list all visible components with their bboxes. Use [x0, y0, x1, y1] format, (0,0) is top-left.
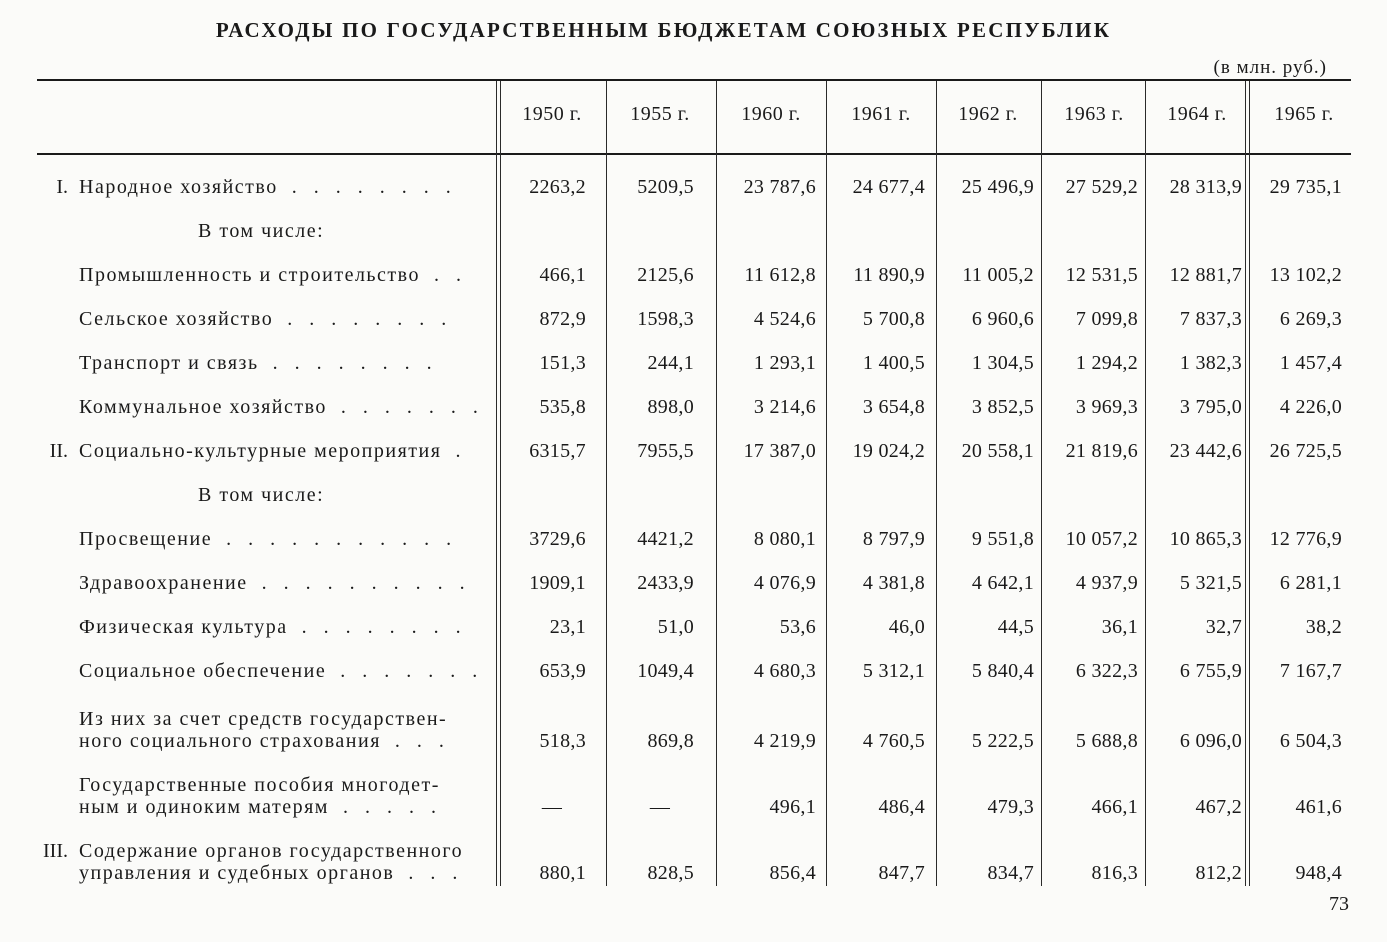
table-cell: 5 840,4 — [971, 660, 1034, 682]
leader-dots: . . . . . . . — [340, 396, 484, 418]
row-section-number: I. — [56, 176, 68, 198]
table-cell: 479,3 — [987, 796, 1034, 818]
table-cell: 12 531,5 — [1065, 264, 1138, 286]
table-cell: 11 005,2 — [962, 264, 1034, 286]
table-cell: 1598,3 — [637, 308, 694, 330]
column-rule — [1245, 81, 1246, 886]
table-cell: 828,5 — [647, 862, 694, 884]
table-cell: 1909,1 — [529, 572, 586, 594]
year-header: 1963 г. — [1064, 103, 1124, 125]
table-cell: 6 281,1 — [1279, 572, 1342, 594]
table-cell: 4 524,6 — [753, 308, 816, 330]
table-cell: 4 076,9 — [753, 572, 816, 594]
table-cell: 466,1 — [1091, 796, 1138, 818]
table-cell: 834,7 — [987, 862, 1034, 884]
table-cell: 880,1 — [539, 862, 586, 884]
table-cell: 51,0 — [657, 616, 694, 638]
table-cell: 4 642,1 — [971, 572, 1034, 594]
table-cell: 27 529,2 — [1065, 176, 1138, 198]
table-cell: 6 269,3 — [1279, 308, 1342, 330]
table-cell: 3 795,0 — [1179, 396, 1242, 418]
subheading — [198, 220, 324, 243]
leader-dots: . . . . . . . . — [291, 176, 457, 198]
table-cell: 5 222,5 — [971, 730, 1034, 752]
table-cell: 486,4 — [878, 796, 925, 818]
row-label-text: Народное хозяйство — [79, 176, 278, 198]
leader-dots: . . . . . . . . . . . — [226, 528, 458, 550]
table-cell: 1 400,5 — [862, 352, 925, 374]
table-cell: 4 760,5 — [862, 730, 925, 752]
table-cell: 2263,2 — [529, 176, 586, 198]
table-cell: 24 677,4 — [852, 176, 925, 198]
table-cell: 948,4 — [1295, 862, 1342, 884]
table-cell: 7 167,7 — [1279, 660, 1342, 682]
row-label-text: Промышленность и строительство — [79, 264, 420, 286]
table-cell: 32,7 — [1205, 616, 1242, 638]
row-label — [79, 264, 467, 287]
table-cell: 46,0 — [888, 616, 925, 638]
table-cell: 6 960,6 — [971, 308, 1034, 330]
table-cell: 518,3 — [539, 730, 586, 752]
table-cell: 11 890,9 — [853, 264, 925, 286]
column-rule — [826, 81, 827, 886]
table-cell: 6 096,0 — [1179, 730, 1242, 752]
table-cell: 4421,2 — [637, 528, 694, 550]
row-label — [79, 774, 440, 797]
table-cell: 151,3 — [539, 352, 586, 374]
leader-dots: . . — [433, 264, 467, 286]
row-label-text: управления и судебных органов — [79, 862, 395, 884]
row-label — [79, 708, 447, 731]
table-cell: 1 382,3 — [1179, 352, 1242, 374]
year-header: 1962 г. — [958, 103, 1018, 125]
table-cell: 8 797,9 — [862, 528, 925, 550]
table-cell: 7 099,8 — [1075, 308, 1138, 330]
table-cell: 12 776,9 — [1269, 528, 1342, 550]
table-cell: 7955,5 — [637, 440, 694, 462]
table-cell: 8 080,1 — [753, 528, 816, 550]
table-cell: 3 214,6 — [753, 396, 816, 418]
table-cell: 4 219,9 — [753, 730, 816, 752]
table-cell: 5209,5 — [637, 176, 694, 198]
column-rule — [716, 81, 717, 886]
table-top-rule — [37, 79, 1351, 81]
table-cell: 5 700,8 — [862, 308, 925, 330]
table-cell: 13 102,2 — [1269, 264, 1342, 286]
table-cell: 869,8 — [647, 730, 694, 752]
table-cell: 847,7 — [878, 862, 925, 884]
table-cell: 23 442,6 — [1169, 440, 1242, 462]
row-label — [79, 440, 466, 463]
table-cell: 28 313,9 — [1169, 176, 1242, 198]
column-rule — [1249, 81, 1250, 886]
table-cell: 466,1 — [539, 264, 586, 286]
table-cell: 653,9 — [539, 660, 586, 682]
table-cell: 10 865,3 — [1169, 528, 1242, 550]
row-label — [79, 396, 484, 419]
row-label-text: Социально-культурные мероприятия — [79, 440, 442, 462]
row-label — [79, 176, 457, 199]
row-label — [79, 528, 457, 551]
table-cell: 11 612,8 — [744, 264, 816, 286]
row-label-text: В том числе: — [198, 220, 325, 242]
row-label-text: Транспорт и связь — [79, 352, 259, 374]
table-cell: 38,2 — [1305, 616, 1342, 638]
page-number: 73 — [1329, 893, 1349, 915]
table-cell: 1 293,1 — [753, 352, 816, 374]
row-label-text: Здравоохранение — [79, 572, 248, 594]
table-cell: 3 852,5 — [971, 396, 1034, 418]
table-cell: 1049,4 — [637, 660, 694, 682]
leader-dots: . . . . . . . . . . — [261, 572, 471, 594]
units-note: (в млн. руб.) — [1213, 57, 1327, 78]
table-cell: 7 837,3 — [1179, 308, 1242, 330]
column-rule — [606, 81, 607, 886]
table-cell: 3 654,8 — [862, 396, 925, 418]
table-cell: 5 321,5 — [1179, 572, 1242, 594]
column-rule — [496, 81, 497, 886]
year-header: 1955 г. — [630, 103, 690, 125]
year-header: 1961 г. — [851, 103, 911, 125]
table-cell: 6 755,9 — [1179, 660, 1242, 682]
column-rule — [500, 81, 501, 886]
table-cell: 1 294,2 — [1075, 352, 1138, 374]
table-cell: 467,2 — [1195, 796, 1242, 818]
row-label-text: Физическая культура — [79, 616, 288, 638]
table-cell: 5 688,8 — [1075, 730, 1138, 752]
table-cell: — — [649, 796, 671, 818]
column-rule — [936, 81, 937, 886]
row-label — [79, 572, 471, 595]
table-cell: 6315,7 — [529, 440, 586, 462]
leader-dots: . . . . . . . — [340, 660, 484, 682]
leader-dots: . . . . . . . . — [272, 352, 438, 374]
year-header: 1950 г. — [522, 103, 582, 125]
table-cell: 29 735,1 — [1269, 176, 1342, 198]
table-cell: 2433,9 — [637, 572, 694, 594]
row-label-text: ного социального страхования — [79, 730, 381, 752]
row-section-number: III. — [43, 840, 68, 862]
subheading — [198, 484, 324, 507]
table-cell: 12 881,7 — [1169, 264, 1242, 286]
table-cell: 3729,6 — [529, 528, 586, 550]
leader-dots: . . . — [394, 730, 450, 752]
table-cell: 44,5 — [997, 616, 1034, 638]
table-cell: 535,8 — [539, 396, 586, 418]
leader-dots: . . . . . . . . — [301, 616, 467, 638]
column-rule — [1145, 81, 1146, 886]
table-cell: 244,1 — [647, 352, 694, 374]
leader-dots: . . . . . . . . — [287, 308, 453, 330]
table-cell: 461,6 — [1295, 796, 1342, 818]
table-cell: 812,2 — [1195, 862, 1242, 884]
row-label — [79, 352, 438, 375]
row-label — [79, 730, 450, 753]
row-label-text: Из них за счет средств государствен- — [79, 708, 448, 730]
row-label-text: Социальное обеспечение — [79, 660, 327, 682]
column-rule — [1041, 81, 1042, 886]
leader-dots: . — [455, 440, 467, 462]
table-cell: 19 024,2 — [852, 440, 925, 462]
table-cell: 23 787,6 — [743, 176, 816, 198]
table-cell: 4 680,3 — [753, 660, 816, 682]
row-label-text: Содержание органов государственного — [79, 840, 464, 862]
row-label — [79, 840, 463, 863]
row-label — [79, 796, 442, 819]
table-header-rule — [37, 153, 1351, 155]
row-label-text: Сельское хозяйство — [79, 308, 274, 330]
year-header: 1965 г. — [1274, 103, 1334, 125]
row-label-text: ным и одиноким матерям — [79, 796, 329, 818]
table-cell: 872,9 — [539, 308, 586, 330]
table-cell: 1 457,4 — [1279, 352, 1342, 374]
row-label-text: Просвещение — [79, 528, 213, 550]
table-cell: — — [541, 796, 563, 818]
year-header: 1964 г. — [1167, 103, 1227, 125]
row-section-number: II. — [49, 440, 68, 462]
table-cell: 23,1 — [549, 616, 586, 638]
table-cell: 1 304,5 — [971, 352, 1034, 374]
page-title: РАСХОДЫ ПО ГОСУДАРСТВЕННЫМ БЮДЖЕТАМ СОЮЗНЫХ РЕСПУБЛИК — [215, 18, 1112, 42]
table-cell: 21 819,6 — [1065, 440, 1138, 462]
table-cell: 17 387,0 — [743, 440, 816, 462]
table-cell: 25 496,9 — [961, 176, 1034, 198]
table-cell: 26 725,5 — [1269, 440, 1342, 462]
table-cell: 9 551,8 — [971, 528, 1034, 550]
row-label — [79, 616, 467, 639]
table-cell: 4 937,9 — [1075, 572, 1138, 594]
row-label — [79, 862, 463, 885]
table-cell: 496,1 — [769, 796, 816, 818]
table-cell: 10 057,2 — [1065, 528, 1138, 550]
row-label-text: Государственные пособия многодет- — [79, 774, 440, 796]
table-cell: 816,3 — [1091, 862, 1138, 884]
table-cell: 2125,6 — [637, 264, 694, 286]
row-label-text: В том числе: — [198, 484, 325, 506]
table-cell: 6 322,3 — [1075, 660, 1138, 682]
year-header: 1960 г. — [741, 103, 801, 125]
row-label — [79, 660, 483, 683]
row-label-text: Коммунальное хозяйство — [79, 396, 327, 418]
table-cell: 6 504,3 — [1279, 730, 1342, 752]
table-cell: 898,0 — [647, 396, 694, 418]
table-cell: 856,4 — [769, 862, 816, 884]
table-cell: 36,1 — [1101, 616, 1138, 638]
table-cell: 4 381,8 — [862, 572, 925, 594]
table-cell: 3 969,3 — [1075, 396, 1138, 418]
leader-dots: . . . — [408, 862, 464, 884]
table-cell: 20 558,1 — [961, 440, 1034, 462]
table-cell: 5 312,1 — [862, 660, 925, 682]
table-cell: 53,6 — [779, 616, 816, 638]
row-label — [79, 308, 452, 331]
table-cell: 4 226,0 — [1279, 396, 1342, 418]
leader-dots: . . . . . — [342, 796, 442, 818]
